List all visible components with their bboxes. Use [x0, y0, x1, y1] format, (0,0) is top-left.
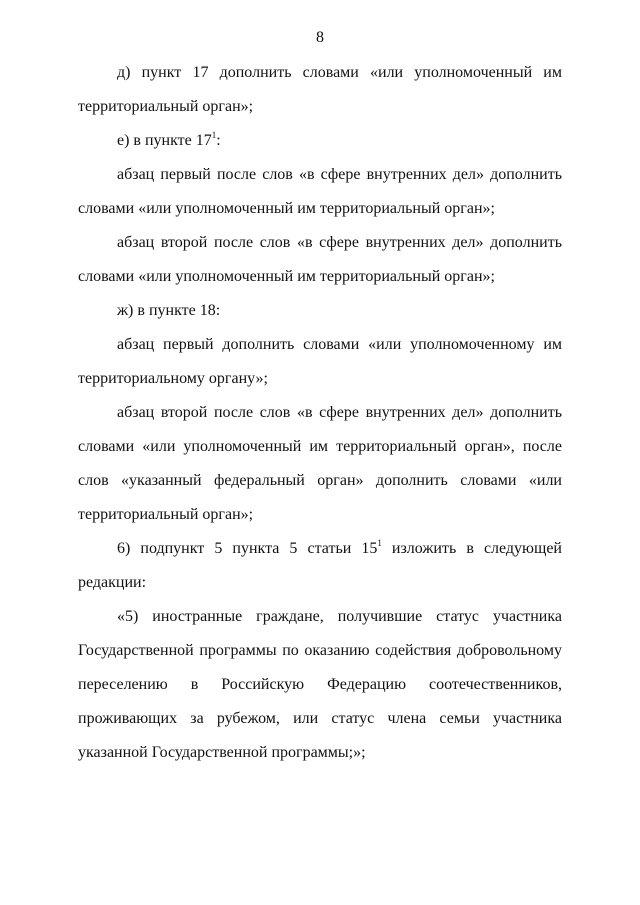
paragraph-first-abzac-17-1: абзац первый после слов «в сфере внутренних дел» дополнить словами «или уполномоченный им территориальный орган»; [78, 166, 562, 217]
superscript: 1 [377, 537, 382, 548]
paragraph-text: 6) подпункт 5 пункта 5 статьи 15 [117, 540, 378, 557]
paragraph-first-abzac-18: абзац первый дополнить словами «или уполномоченному им территориальному органу»; [78, 336, 562, 387]
paragraph-second-abzac-18: абзац второй после слов «в сфере внутренних дел» дополнить словами «или уполномоченный им территориальный орган», после слов «указанный федеральный орган» дополнить словами «или территориальный орган»; [78, 404, 562, 523]
paragraph-zh-item-18: ж) в пункте 18: [117, 302, 221, 319]
paragraph-text: е) в пункте 17 [117, 132, 212, 149]
paragraph-e-item-17-1 [78, 124, 562, 158]
paragraph-second-abzac-17-1: абзац второй после слов «в сфере внутренних дел» дополнить словами «или уполномоченный им территориальный орган»; [78, 234, 562, 285]
paragraph-text: изложить в следующей редакции: [78, 540, 562, 591]
paragraph-new-subitem-5-text: «5) иностранные граждане, получившие статус участника Государственной программы по оказанию содействия добровольному переселению в Российскую Федерацию соотечественников, проживающих за рубежом, или статус члена семьи участника указанной Государственной программы;»; [78, 608, 562, 761]
superscript: 1 [211, 129, 217, 140]
paragraph-6-subitem-5 [78, 532, 562, 600]
document-body [78, 56, 562, 770]
paragraph-text: : [216, 132, 221, 149]
page-number: 8 [316, 29, 324, 46]
paragraph-d-item-17: д) пункт 17 дополнить словами «или уполномоченный им территориальный орган»; [78, 64, 562, 115]
